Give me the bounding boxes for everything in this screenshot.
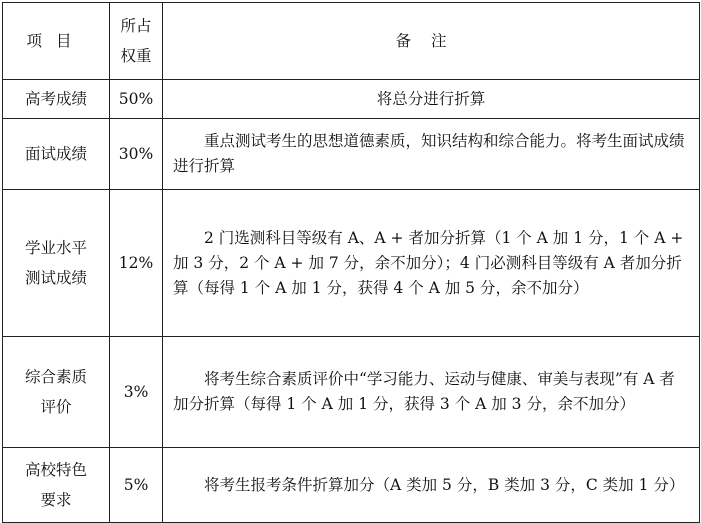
item-label-line1: 学业水平 [24,239,87,257]
note-text: 重点测试考生的思想道德素质，知识结构和综合能力。将考生面试成绩进行折算 [173,132,685,175]
weight-value: 5% [123,475,149,494]
weight-cell [110,337,163,448]
table-header-row [3,3,700,80]
note-cell [163,337,700,448]
table-row [3,190,700,337]
weight-value: 30% [118,144,154,163]
note-text: 将考生报考条件折算加分（A 类加 5 分，B 类加 3 分，C 类加 1 分） [204,475,685,494]
note-text: 2 门选测科目等级有 A、A + 者加分折算（1 个 A 加 1 分，1 个 A + 加 3 分，2 个 A + 加 7 分，余不加分）；4 门必测科目等级有 A 者加分折算（每得 1 个 A 加 1 分，获得 4 个 A 加 5 分，余不加分） [173,228,684,297]
note-cell [163,119,700,190]
header-weight-label-line2: 权重 [120,47,152,65]
weight-value: 12% [118,253,154,272]
header-note-label: 备注 [395,31,467,50]
item-label-line2: 评价 [40,398,72,416]
note-text: 将考生综合素质评价中“学习能力、运动与健康、审美与表现”有 A 者加分折算（每得 1 个 A 加 1 分，获得 3 个 A 加 3 分，余不加分） [173,370,675,413]
item-cell [3,80,110,119]
admission-weight-table [2,2,700,523]
item-cell [3,448,110,523]
weight-cell [110,80,163,119]
item-cell [3,337,110,448]
note-cell [163,448,700,523]
item-cell [3,119,110,190]
item-label-line2: 要求 [40,491,72,509]
header-note-cell [163,3,700,80]
header-item-cell [3,3,110,80]
item-label-line2: 测试成绩 [24,269,87,287]
note-cell [163,190,700,337]
header-item-label: 项目 [26,31,86,50]
table-row [3,119,700,190]
weight-cell [110,448,163,523]
item-label: 面试成绩 [24,144,87,163]
weight-cell [110,190,163,337]
note-text: 将总分进行折算 [376,89,486,108]
header-weight-label-line1: 所占 [120,17,152,35]
table-row [3,337,700,448]
header-weight-cell [110,3,163,80]
table-row [3,448,700,523]
item-label-line1: 高校特色 [24,461,87,479]
weight-value: 3% [123,382,149,401]
table-row [3,80,700,119]
weight-cell [110,119,163,190]
item-cell [3,190,110,337]
item-label-line1: 综合素质 [24,368,87,386]
weight-value: 50% [118,89,154,108]
note-cell [163,80,700,119]
item-label: 高考成绩 [24,89,87,108]
